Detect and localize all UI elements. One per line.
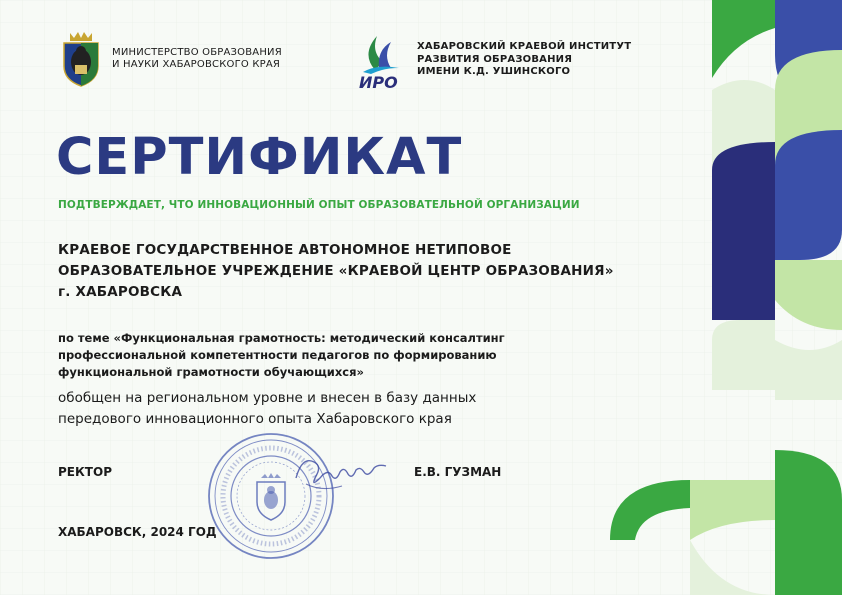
deco-leaf-green-top <box>712 0 775 78</box>
city-and-year: ХАБАРОВСК, 2024 ГОД <box>58 525 217 539</box>
organization-name <box>58 240 614 303</box>
topic-line-2: профессиональной компетентности педагогов по формированию <box>58 348 497 362</box>
rector-label: РЕКТОР <box>58 465 112 479</box>
iro-flame-logo-icon <box>355 30 409 90</box>
ministry-name-line-2: И НАУКИ ХАБАРОВСКОГО КРАЯ <box>112 59 281 70</box>
institute-name <box>417 41 631 79</box>
rector-name: Е.В. ГУЗМАН <box>414 465 502 479</box>
institute-name-line-3: ИМЕНИ К.Д. УШИНСКОГО <box>417 66 571 78</box>
ministry-header <box>58 30 282 88</box>
deco-pale-leaf-lower <box>775 340 842 400</box>
deco-pale-rounded-lower <box>712 320 775 390</box>
institute-name-line-2: РАЗВИТИЯ ОБРАЗОВАНИЯ <box>417 53 573 65</box>
institute-header <box>355 30 631 90</box>
topic-line-3: функциональной грамотности обучающихся» <box>58 365 364 379</box>
institute-name-line-1: ХАБАРОВСКИЙ КРАЕВОЙ ИНСТИТУТ <box>417 41 632 53</box>
organization-name-line-1: КРАЕВОЕ ГОСУДАРСТВЕННОЕ АВТОНОМНОЕ НЕТИПОВОЕ <box>58 242 512 258</box>
certificate-subtitle: ПОДТВЕРЖДАЕТ, ЧТО ИННОВАЦИОННЫЙ ОПЫТ ОБРАЗОВАТЕЛЬНОЙ ОРГАНИЗАЦИИ <box>58 199 580 211</box>
deco-royal-blue-mid <box>775 130 842 260</box>
deco-light-green-lower <box>775 260 842 330</box>
deco-green-leaf-bottom <box>610 480 690 540</box>
deco-pale-bottom-left <box>690 540 775 595</box>
handwritten-signature-icon <box>292 448 392 498</box>
organization-name-line-2: ОБРАЗОВАТЕЛЬНОЕ УЧРЕЖДЕНИЕ «КРАЕВОЙ ЦЕНТР ОБРАЗОВАНИЯ» <box>58 263 614 279</box>
ministry-name-line-1: МИНИСТЕРСТВО ОБРАЗОВАНИЯ <box>112 46 282 58</box>
iro-logo-text: ИРО <box>359 73 398 90</box>
topic-line-1: по теме «Функциональная грамотность: методический консалтинг <box>58 331 505 345</box>
deco-navy-block <box>712 228 775 320</box>
deco-light-green-bottom <box>690 480 775 540</box>
khabarovsk-coat-of-arms-bear-icon <box>58 30 104 88</box>
certificate-title: СЕРТИФИКАТ <box>56 128 463 187</box>
deco-navy-leaf-mid <box>712 142 775 228</box>
deco-green-corner <box>775 450 842 595</box>
result-line-2: передового инновационного опыта Хабаровского края <box>58 411 452 427</box>
result-line-1: обобщен на региональном уровне и внесен в базу данных <box>58 390 477 406</box>
organization-name-line-3: г. ХАБАРОВСКА <box>58 284 183 300</box>
topic-text <box>58 330 505 381</box>
ministry-name <box>112 47 282 72</box>
result-text <box>58 388 476 430</box>
